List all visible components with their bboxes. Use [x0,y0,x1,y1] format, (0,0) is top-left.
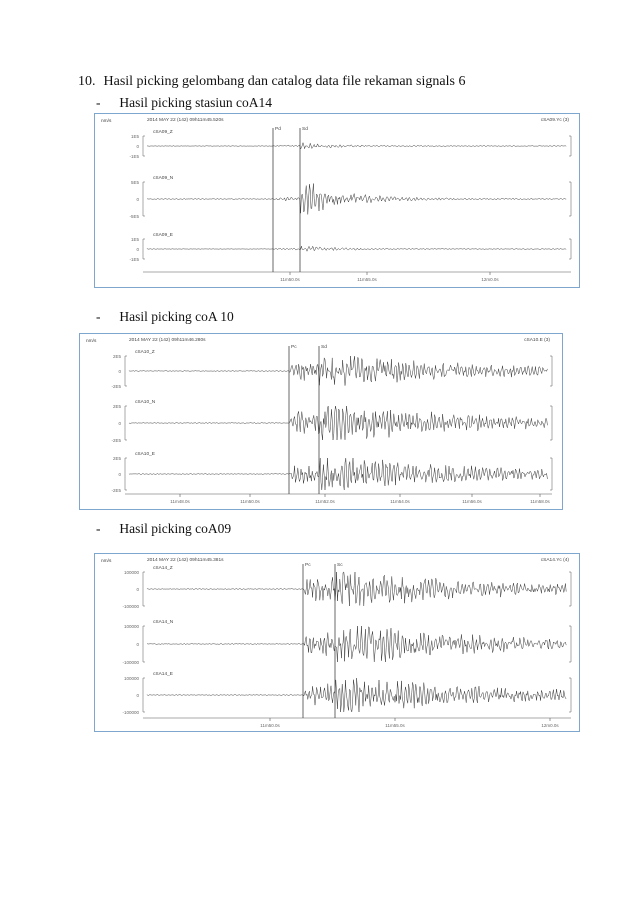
trace-channel-label: cSA09_E [153,233,174,238]
time-tick-label: 12m0.0s [481,277,499,282]
trace-scale-top: 1E5 [130,237,139,242]
waveform [147,572,566,606]
time-tick-label: 11m55.0s [385,723,405,728]
trace-2 [129,175,571,219]
trace-channel-label: cSA14_Z [153,566,173,571]
trace-scale-bottom: -100000 [122,604,139,609]
trace-scale-bottom: -1E5 [129,154,139,159]
trace-scale-mid: 0 [136,247,139,252]
subheading-label: Hasil picking stasiun coA14 [119,95,272,110]
trace-scale-top: 100000 [123,624,139,629]
time-tick-label: 11m50.0s [260,723,280,728]
time-tick-label: 11m58.0s [530,499,550,504]
scale-bracket-left [125,356,127,386]
scale-bracket-left [143,678,145,712]
units-label: nm/s [101,559,112,564]
p-pick-label: Pd [275,127,281,132]
time-tick-label: 11m50.0s [240,499,260,504]
trace-scale-mid: 0 [118,472,121,477]
time-tick-label: 11m52.0s [315,499,335,504]
trace-scale-bottom: -1E5 [129,257,139,262]
scale-bracket-right [569,678,571,712]
scale-bracket-left [125,406,127,440]
trace-scale-top: 100000 [123,570,139,575]
seismogram-panel-coA14 [94,113,580,288]
trace-scale-mid: 0 [136,587,139,592]
heading-text: Hasil picking gelombang dan catalog data file rekaman signals 6 [103,74,466,89]
waveform [129,458,547,490]
subheading-label: Hasil picking coA 10 [119,309,234,324]
trace-scale-bottom: -5E5 [129,214,139,219]
scale-bracket-right [550,406,552,440]
scale-bracket-right [569,626,571,662]
header-time: 2014 MAY 22 (142) 09h11m46.280s [129,338,206,343]
trace-scale-mid: 0 [118,421,121,426]
seismogram-panel-coA09 [94,553,580,732]
bullet-dash: - [96,521,101,536]
trace-2 [111,399,552,443]
seismogram-plot [95,554,579,731]
station-id: cSA10.E (3) [524,338,550,343]
subheading-coA09 [96,521,231,537]
trace-channel-label: cSA14_E [153,672,174,677]
scale-bracket-right [569,182,571,216]
trace-scale-bottom: -2E5 [111,384,121,389]
waveform [129,406,547,440]
trace-scale-mid: 0 [136,144,139,149]
trace-channel-label: cSA14_N [153,620,174,625]
scale-bracket-left [143,182,145,216]
time-tick-label: 11m55.0s [357,277,377,282]
trace-scale-top: 2E5 [112,354,121,359]
units-label: nm/s [101,119,112,124]
trace-channel-label: cSA10_Z [135,350,155,355]
scale-bracket-left [143,626,145,662]
trace-3 [129,232,571,262]
bullet-dash: - [96,309,101,324]
trace-scale-mid: 0 [118,369,121,374]
s-pick-label: Sd [321,345,327,350]
trace-scale-mid: 0 [136,642,139,647]
time-tick-label: 11m50.0s [280,277,300,282]
trace-3 [111,451,552,493]
scale-bracket-right [569,239,571,259]
waveform [147,143,566,149]
trace-channel-label: cSA09_N [153,176,174,181]
trace-scale-top: 5E5 [130,180,139,185]
trace-scale-top: 2E5 [112,456,121,461]
seismogram-panel-coA10 [79,333,563,510]
p-pick-label: Pc [305,563,311,568]
units-label: nm/s [86,339,97,344]
trace-scale-bottom: -2E5 [111,488,121,493]
trace-scale-top: 2E5 [112,404,121,409]
scale-bracket-right [569,572,571,606]
trace-scale-top: 100000 [123,676,139,681]
trace-scale-bottom: -100000 [122,710,139,715]
scale-bracket-right [569,136,571,156]
scale-bracket-right [550,458,552,490]
time-tick-label: 12m0.0s [541,723,559,728]
waveform [147,626,566,662]
trace-channel-label: cSA10_N [135,400,156,405]
waveform [147,184,566,215]
scale-bracket-right [550,356,552,386]
header-time: 2014 MAY 22 (142) 09h11m45.520s [147,118,224,123]
seismogram-plot [95,114,579,287]
scale-bracket-left [125,458,127,490]
header-time: 2014 MAY 22 (142) 09h11m45.381s [147,558,224,563]
scale-bracket-left [143,239,145,259]
bullet-dash: - [96,95,101,110]
subheading-coA10 [96,309,234,325]
p-pick-label: Pc [291,345,297,350]
heading-number: 10. [78,74,96,89]
trace-1 [129,129,571,159]
trace-scale-bottom: -100000 [122,660,139,665]
time-tick-label: 11m54.0s [390,499,410,504]
trace-scale-mid: 0 [136,693,139,698]
trace-1 [122,565,571,609]
station-id: cSA09.Yc (3) [540,118,569,123]
scale-bracket-left [143,136,145,156]
trace-scale-bottom: -2E5 [111,438,121,443]
s-pick-label: Sd [302,127,308,132]
seismogram-plot [80,334,562,509]
s-pick-label: Sc [337,563,343,568]
trace-channel-label: cSA10_E [135,452,156,457]
trace-scale-top: 1E5 [130,134,139,139]
time-tick-label: 11m56.0s [462,499,482,504]
trace-scale-mid: 0 [136,197,139,202]
station-id: cSA14.Yc (4) [540,558,569,563]
subheading-label: Hasil picking coA09 [119,521,232,536]
scale-bracket-left [143,572,145,606]
trace-2 [122,619,571,665]
trace-3 [122,671,571,715]
waveform [129,356,547,386]
waveform [147,246,566,251]
subheading-coA14 [96,95,272,111]
time-tick-label: 11m48.0s [170,499,190,504]
waveform [147,678,566,712]
trace-1 [111,349,552,389]
trace-channel-label: cSA09_Z [153,130,173,135]
section-heading [78,74,465,90]
